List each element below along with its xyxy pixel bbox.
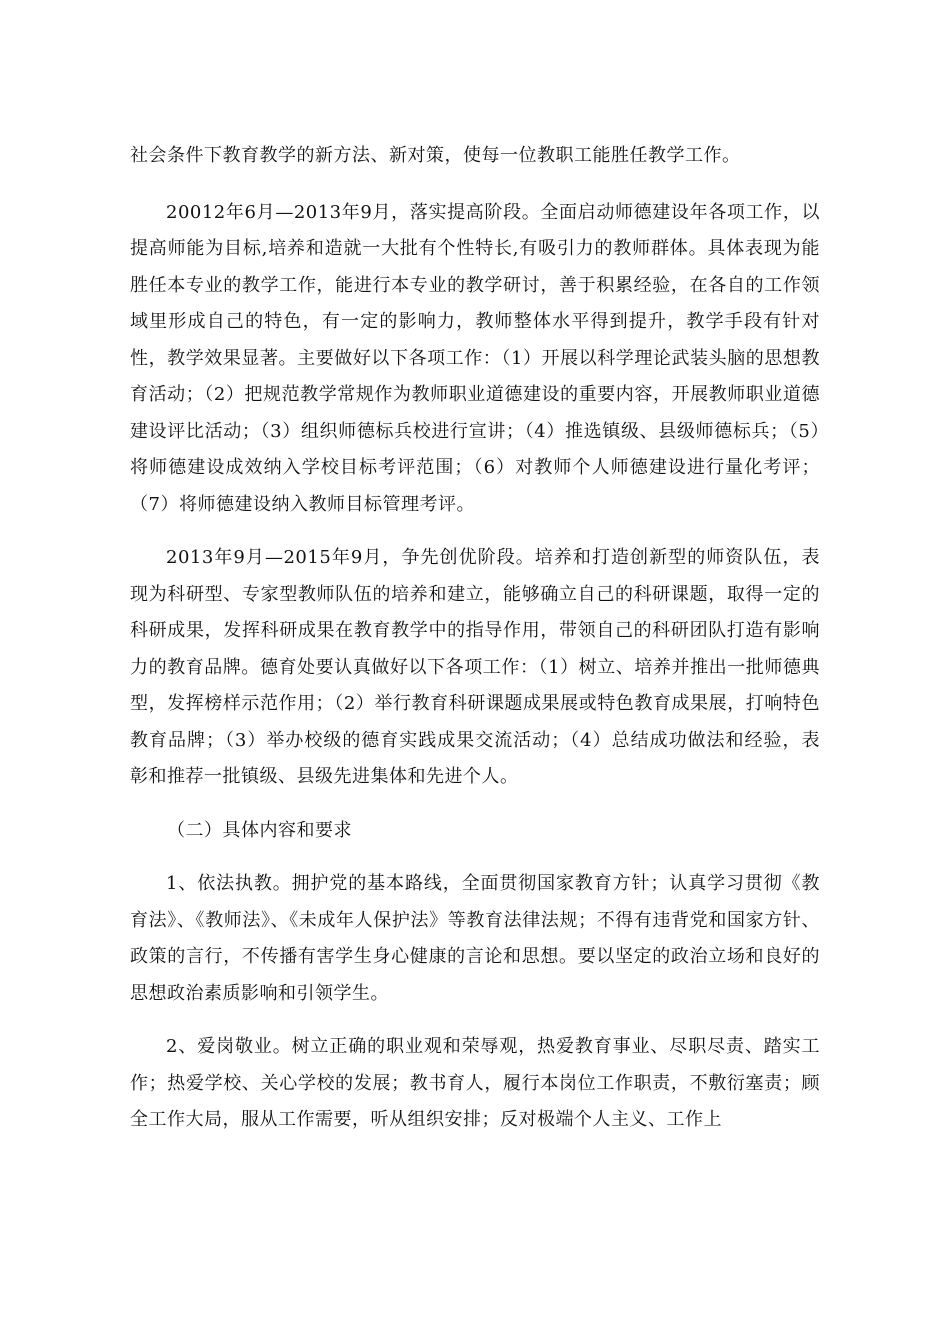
- paragraph-law-teaching: 1、依法执教。拥护党的基本路线，全面贯彻国家教育方针；认真学习贯彻《教育法》、《教师法》、《未成年人保护法》等教育法律法规；不得有违背党和国家方针、政策的言行，不传播有害学生身心健康的言论和思想。要以坚定的政治立场和良好的思想政治素质影响和引领学生。: [130, 873, 820, 1004]
- paragraph-improvement-stage: 20012年6月—2013年9月，落实提高阶段。全面启动师德建设年各项工作，以提高师能为目标,培养和造就一大批有个性特长,有吸引力的教师群体。具体表现为能胜任本专业的教学工作，能进行本专业的教学研讨，善于积累经验，在各自的工作领域里形成自己的特色，有一定的影响力，教师整体水平得到提升，教学手段有针对性，教学效果显著。主要做好以下各项工作：（1）开展以科学理论武装头脑的思想教育活动；（2）把规范教学常规作为教师职业道德建设的重要内容，开展教师职业道德建设评比活动；（3）组织师德标兵校进行宣讲；（4）推选镇级、县级师德标兵；（5）将师德建设成效纳入学校目标考评范围；（6）对教师个人师德建设进行量化考评；（7）将师德建设纳入教师目标管理考评。: [130, 201, 820, 515]
- paragraph-excellence-stage: 2013年9月—2015年9月，争先创优阶段。培养和打造创新型的师资队伍，表现为科研型、专家型教师队伍的培养和建立，能够确立自己的科研课题，取得一定的科研成果，发挥科研成果在教育教学中的指导作用，带领自己的科研团队打造有影响力的教育品牌。德育处要认真做好以下各项工作：（1）树立、培养并推出一批师德典型，发挥榜样示范作用；（2）举行教育科研课题成果展或特色教育成果展，打响特色教育品牌；（3）举办校级的德育实践成果交流活动；（4）总结成功做法和经验，表彰和推荐一批镇级、县级先进集体和先进个人。: [130, 547, 820, 787]
- paragraph-continuation: 社会条件下教育教学的新方法、新对策，使每一位教职工能胜任教学工作。: [130, 145, 741, 166]
- paragraph-job-dedication: 2、爱岗敬业。树立正确的职业观和荣辱观，热爱教育事业、尽职尽责、踏实工作；热爱学校、关心学校的发展；教书育人，履行本岗位工作职责，不敷衍塞责；顾全工作大局，服从工作需要，听从组织安排；反对极端个人主义、工作上: [130, 1036, 820, 1130]
- section-heading: （二）具体内容和要求: [167, 819, 352, 841]
